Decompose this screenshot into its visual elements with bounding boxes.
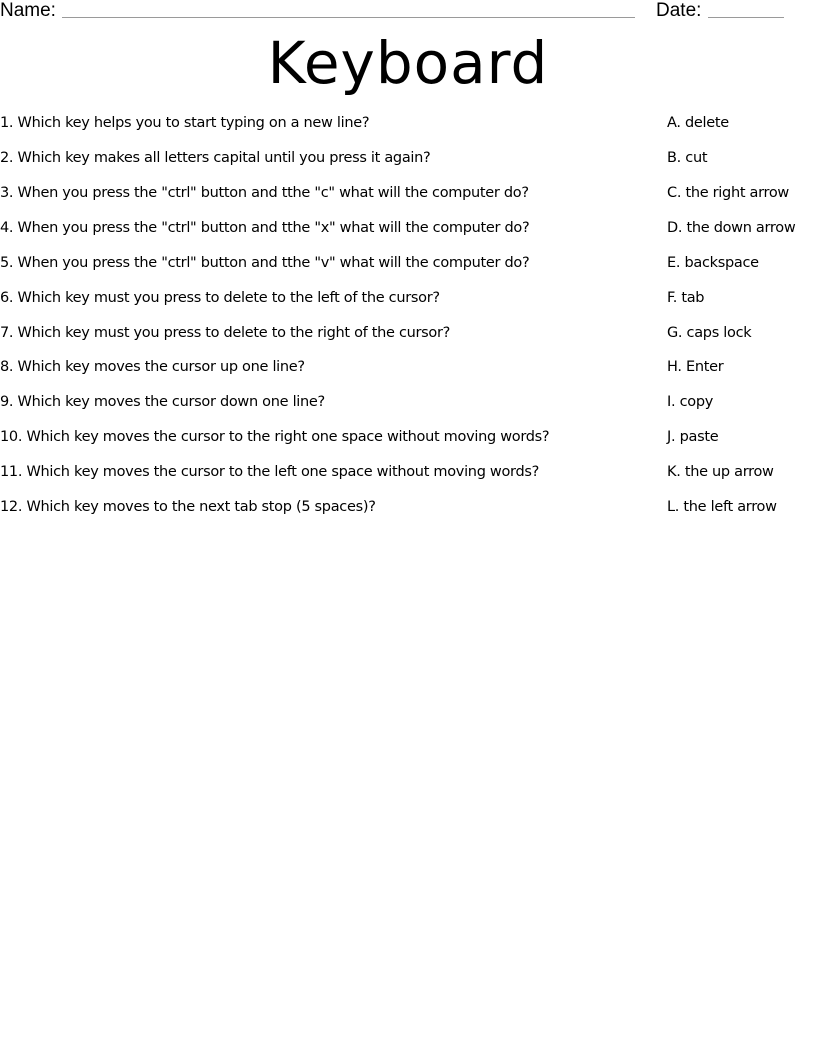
answer-option: E. backspace: [667, 255, 759, 271]
match-row: [0, 218, 816, 253]
answer-option: I. copy: [667, 394, 714, 410]
answer-option: H. Enter: [667, 359, 724, 375]
question: 3. When you press the "ctrl" button and tthe "c" what will the computer do?: [0, 185, 529, 201]
name-label: Name:: [0, 0, 56, 21]
question: 9. Which key moves the cursor down one line?: [0, 394, 325, 410]
answer-option: G. caps lock: [667, 325, 752, 341]
question: 11. Which key moves the cursor to the left one space without moving words?: [0, 464, 539, 480]
match-row: [0, 183, 816, 218]
answer-option: A. delete: [667, 115, 729, 131]
name-field[interactable]: [62, 17, 635, 18]
match-row: [0, 497, 816, 532]
match-row: [0, 462, 816, 497]
question: 7. Which key must you press to delete to the right of the cursor?: [0, 325, 451, 341]
match-row: [0, 323, 816, 358]
question: 8. Which key moves the cursor up one line?: [0, 359, 305, 375]
date-label: Date:: [656, 0, 702, 21]
match-row: [0, 392, 816, 427]
match-row: [0, 288, 816, 323]
match-row: [0, 253, 816, 288]
answer-option: D. the down arrow: [667, 220, 796, 236]
question: 1. Which key helps you to start typing on a new line?: [0, 115, 370, 131]
answer-option: L. the left arrow: [667, 499, 777, 515]
match-row: [0, 357, 816, 392]
date-field[interactable]: [708, 17, 784, 18]
question: 10. Which key moves the cursor to the right one space without moving words?: [0, 429, 550, 445]
question: 6. Which key must you press to delete to the left of the cursor?: [0, 290, 440, 306]
answer-option: K. the up arrow: [667, 464, 774, 480]
page-title: Keyboard: [267, 29, 549, 97]
match-row: [0, 427, 816, 462]
question: 12. Which key moves to the next tab stop (5 spaces)?: [0, 499, 376, 515]
answer-option: B. cut: [667, 150, 708, 166]
question: 5. When you press the "ctrl" button and tthe "v" what will the computer do?: [0, 255, 530, 271]
match-row: [0, 148, 816, 183]
question: 2. Which key makes all letters capital until you press it again?: [0, 150, 431, 166]
answer-option: J. paste: [667, 429, 719, 445]
answer-option: C. the right arrow: [667, 185, 789, 201]
answer-option: F. tab: [667, 290, 705, 306]
match-row: [0, 113, 816, 148]
question: 4. When you press the "ctrl" button and tthe "x" what will the computer do?: [0, 220, 530, 236]
